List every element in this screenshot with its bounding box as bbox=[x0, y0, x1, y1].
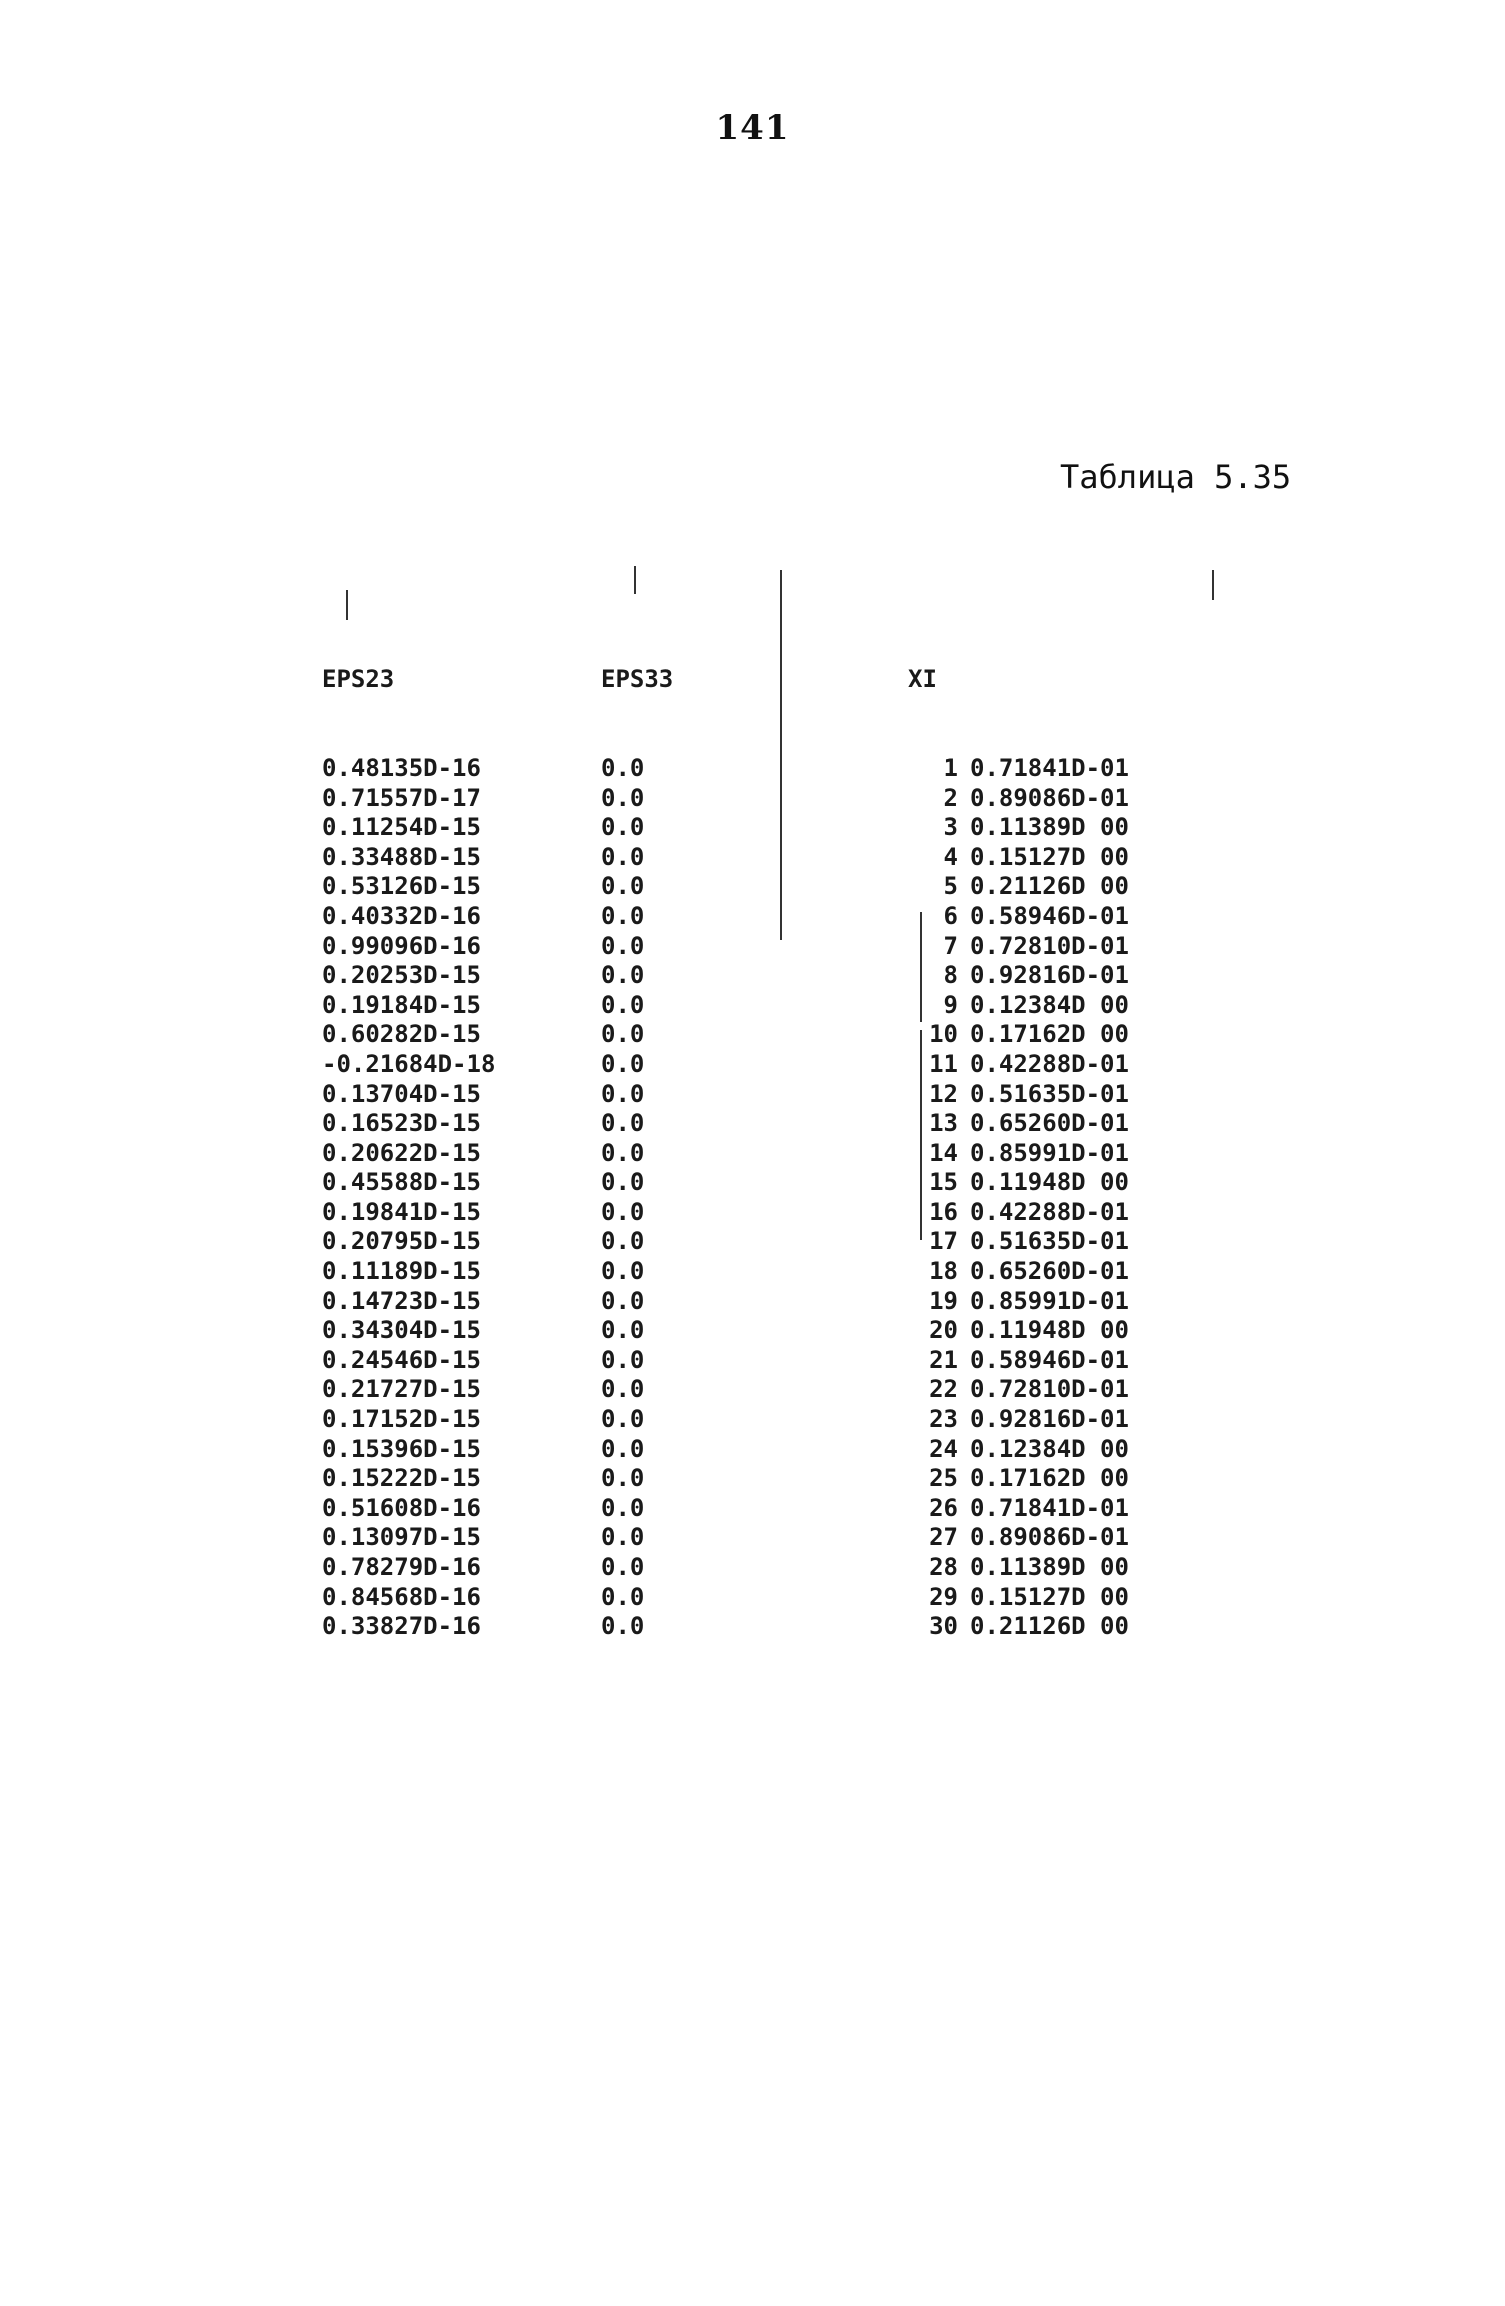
eps23-cell: 0.40332D-16 bbox=[322, 901, 481, 930]
table-caption: Таблица 5.35 bbox=[1060, 458, 1292, 496]
xi-index-cell: 24 bbox=[929, 1434, 958, 1463]
xi-cell: 0.12384D 00 bbox=[970, 1434, 1129, 1463]
eps33-cell: 0.0 bbox=[601, 1375, 645, 1404]
xi-cell: 0.65260D-01 bbox=[970, 1257, 1129, 1286]
eps23-cell: 0.78279D-16 bbox=[322, 1553, 481, 1581]
xi-index-cell: 19 bbox=[929, 1286, 958, 1315]
xi-cell: 0.85991D-01 bbox=[970, 1286, 1129, 1315]
eps23-cell: 0.71557D-17 bbox=[322, 783, 481, 812]
eps23-cell: 0.19841D-15 bbox=[322, 1197, 481, 1226]
eps33-cell: 0.0 bbox=[601, 1523, 645, 1552]
xi-index-cell: 14 bbox=[929, 1138, 958, 1167]
eps33-column bbox=[601, 606, 741, 1671]
eps23-cell: 0.11189D-15 bbox=[322, 1257, 481, 1286]
eps23-cell: 0.20795D-15 bbox=[322, 1227, 481, 1256]
xi-index-cell: 28 bbox=[929, 1553, 958, 1581]
eps33-cell: 0.0 bbox=[601, 1109, 645, 1138]
xi-cell: 0.11389D 00 bbox=[970, 813, 1129, 842]
eps23-cell: 0.24546D-15 bbox=[322, 1345, 481, 1374]
xi-cell: 0.89086D-01 bbox=[970, 783, 1129, 812]
eps23-cell: 0.13704D-15 bbox=[322, 1079, 481, 1108]
xi-index-cell: 18 bbox=[929, 1257, 958, 1286]
xi-cell: 0.58946D-01 bbox=[970, 1345, 1129, 1374]
xi-cell: 0.58946D-01 bbox=[970, 901, 1129, 930]
column-rule-mid bbox=[780, 570, 782, 940]
eps33-cell: 0.0 bbox=[601, 1434, 645, 1463]
eps33-cell: 0.0 bbox=[601, 1582, 645, 1611]
xi-index-cell: 13 bbox=[929, 1109, 958, 1138]
eps23-column bbox=[322, 606, 552, 1671]
xi-index-column bbox=[908, 606, 958, 1671]
column-rule-mid-top bbox=[634, 566, 636, 594]
xi-cell: 0.72810D-01 bbox=[970, 1375, 1129, 1404]
xi-index-cell: 12 bbox=[929, 1079, 958, 1108]
xi-index-cell: 29 bbox=[929, 1582, 958, 1611]
xi-cell: 0.92816D-01 bbox=[970, 1405, 1129, 1434]
eps33-values bbox=[601, 754, 741, 1642]
xi-cell: 0.17162D 00 bbox=[970, 1464, 1129, 1493]
eps23-cell: 0.15396D-15 bbox=[322, 1434, 481, 1463]
xi-index-cell: 2 bbox=[943, 783, 958, 812]
eps33-cell: 0.0 bbox=[601, 783, 645, 812]
eps33-cell: 0.0 bbox=[601, 872, 645, 901]
xi-cell: 0.21126D 00 bbox=[970, 872, 1129, 901]
xi-index-cell: 6 bbox=[943, 901, 958, 930]
eps33-cell: 0.0 bbox=[601, 1345, 645, 1374]
eps23-cell: -0.21684D-18 bbox=[322, 1049, 496, 1078]
page-number: 141 bbox=[715, 108, 790, 148]
eps33-cell: 0.0 bbox=[601, 842, 645, 871]
xi-cell: 0.51635D-01 bbox=[970, 1079, 1129, 1108]
xi-cell: 0.72810D-01 bbox=[970, 931, 1129, 960]
xi-header: XI bbox=[908, 665, 937, 694]
xi-index-cell: 8 bbox=[943, 961, 958, 990]
xi-index-cell: 5 bbox=[943, 872, 958, 901]
eps33-cell: 0.0 bbox=[601, 990, 645, 1019]
eps23-cell: 0.14723D-15 bbox=[322, 1286, 481, 1315]
eps33-cell: 0.0 bbox=[601, 1138, 645, 1167]
xi-values bbox=[970, 754, 1190, 1642]
eps23-cell: 0.19184D-15 bbox=[322, 990, 481, 1019]
eps23-cell: 0.99096D-16 bbox=[322, 931, 481, 960]
eps33-cell: 0.0 bbox=[601, 1197, 645, 1226]
eps23-cell: 0.60282D-15 bbox=[322, 1020, 481, 1049]
eps23-cell: 0.16523D-15 bbox=[322, 1109, 481, 1138]
eps33-cell: 0.0 bbox=[601, 1227, 645, 1256]
xi-index-cell: 20 bbox=[929, 1316, 958, 1345]
eps23-cell: 0.15222D-15 bbox=[322, 1464, 481, 1493]
xi-cell: 0.89086D-01 bbox=[970, 1523, 1129, 1552]
xi-index-cell: 23 bbox=[929, 1405, 958, 1434]
xi-index-cell: 22 bbox=[929, 1375, 958, 1404]
eps23-cell: 0.45588D-15 bbox=[322, 1168, 481, 1197]
eps33-cell: 0.0 bbox=[601, 961, 645, 990]
eps33-cell: 0.0 bbox=[601, 901, 645, 930]
xi-index-cell: 1 bbox=[943, 753, 958, 782]
eps23-cell: 0.20622D-15 bbox=[322, 1138, 481, 1167]
xi-index-cell: 3 bbox=[943, 813, 958, 842]
eps33-cell: 0.0 bbox=[601, 1049, 645, 1078]
eps33-cell: 0.0 bbox=[601, 1079, 645, 1108]
eps33-cell: 0.0 bbox=[601, 931, 645, 960]
eps33-cell: 0.0 bbox=[601, 1257, 645, 1286]
eps33-cell: 0.0 bbox=[601, 1316, 645, 1345]
xi-cell: 0.11948D 00 bbox=[970, 1316, 1129, 1345]
xi-cell: 0.65260D-01 bbox=[970, 1109, 1129, 1138]
xi-cell: 0.15127D 00 bbox=[970, 842, 1129, 871]
column-rule-right bbox=[1212, 570, 1214, 600]
xi-index-cell: 16 bbox=[929, 1197, 958, 1226]
xi-cell: 0.42288D-01 bbox=[970, 1197, 1129, 1226]
eps23-cell: 0.11254D-15 bbox=[322, 813, 481, 842]
xi-index-cell: 9 bbox=[943, 990, 958, 1019]
eps23-header: EPS23 bbox=[322, 665, 395, 694]
eps23-cell: 0.51608D-16 bbox=[322, 1493, 481, 1522]
eps23-cell: 0.34304D-15 bbox=[322, 1316, 481, 1345]
eps23-values bbox=[322, 754, 552, 1642]
eps33-cell: 0.0 bbox=[601, 1020, 645, 1049]
eps33-cell: 0.0 bbox=[601, 1168, 645, 1197]
eps33-cell: 0.0 bbox=[601, 1405, 645, 1434]
xi-cell: 0.17162D 00 bbox=[970, 1020, 1129, 1049]
xi-cell: 0.21126D 00 bbox=[970, 1612, 1129, 1641]
eps33-cell: 0.0 bbox=[601, 813, 645, 842]
eps23-cell: 0.21727D-15 bbox=[322, 1375, 481, 1404]
xi-index-cell: 7 bbox=[943, 931, 958, 960]
eps33-header: EPS33 bbox=[601, 665, 674, 694]
xi-index-cell: 17 bbox=[929, 1227, 958, 1256]
xi-index-values bbox=[908, 754, 958, 1642]
eps33-cell: 0.0 bbox=[601, 1612, 645, 1641]
eps23-cell: 0.84568D-16 bbox=[322, 1582, 481, 1611]
eps23-cell: 0.48135D-16 bbox=[322, 753, 481, 782]
xi-cell: 0.85991D-01 bbox=[970, 1138, 1129, 1167]
xi-value-column bbox=[970, 606, 1190, 1671]
eps23-cell: 0.33827D-16 bbox=[322, 1612, 481, 1641]
xi-index-cell: 25 bbox=[929, 1464, 958, 1493]
eps23-cell: 0.20253D-15 bbox=[322, 961, 481, 990]
xi-index-cell: 11 bbox=[929, 1049, 958, 1078]
eps23-cell: 0.53126D-15 bbox=[322, 872, 481, 901]
xi-cell: 0.11389D 00 bbox=[970, 1553, 1129, 1581]
xi-cell: 0.71841D-01 bbox=[970, 1493, 1129, 1522]
xi-index-cell: 26 bbox=[929, 1493, 958, 1522]
xi-cell: 0.15127D 00 bbox=[970, 1582, 1129, 1611]
xi-cell: 0.11948D 00 bbox=[970, 1168, 1129, 1197]
eps33-cell: 0.0 bbox=[601, 1286, 645, 1315]
xi-cell: 0.12384D 00 bbox=[970, 990, 1129, 1019]
xi-cell: 0.51635D-01 bbox=[970, 1227, 1129, 1256]
eps33-cell: 0.0 bbox=[601, 753, 645, 782]
xi-cell: 0.42288D-01 bbox=[970, 1049, 1129, 1078]
eps23-cell: 0.13097D-15 bbox=[322, 1523, 481, 1552]
xi-index-cell: 30 bbox=[929, 1612, 958, 1641]
xi-value-header-spacer bbox=[970, 665, 1190, 695]
xi-index-cell: 10 bbox=[929, 1020, 958, 1049]
xi-cell: 0.92816D-01 bbox=[970, 961, 1129, 990]
eps23-cell: 0.17152D-15 bbox=[322, 1405, 481, 1434]
xi-index-cell: 21 bbox=[929, 1345, 958, 1374]
eps33-cell: 0.0 bbox=[601, 1493, 645, 1522]
eps33-cell: 0.0 bbox=[601, 1464, 645, 1493]
xi-index-cell: 4 bbox=[943, 842, 958, 871]
xi-cell: 0.71841D-01 bbox=[970, 753, 1129, 782]
eps33-cell: 0.0 bbox=[601, 1553, 645, 1581]
xi-index-cell: 15 bbox=[929, 1168, 958, 1197]
xi-index-cell: 27 bbox=[929, 1523, 958, 1552]
eps23-cell: 0.33488D-15 bbox=[322, 842, 481, 871]
